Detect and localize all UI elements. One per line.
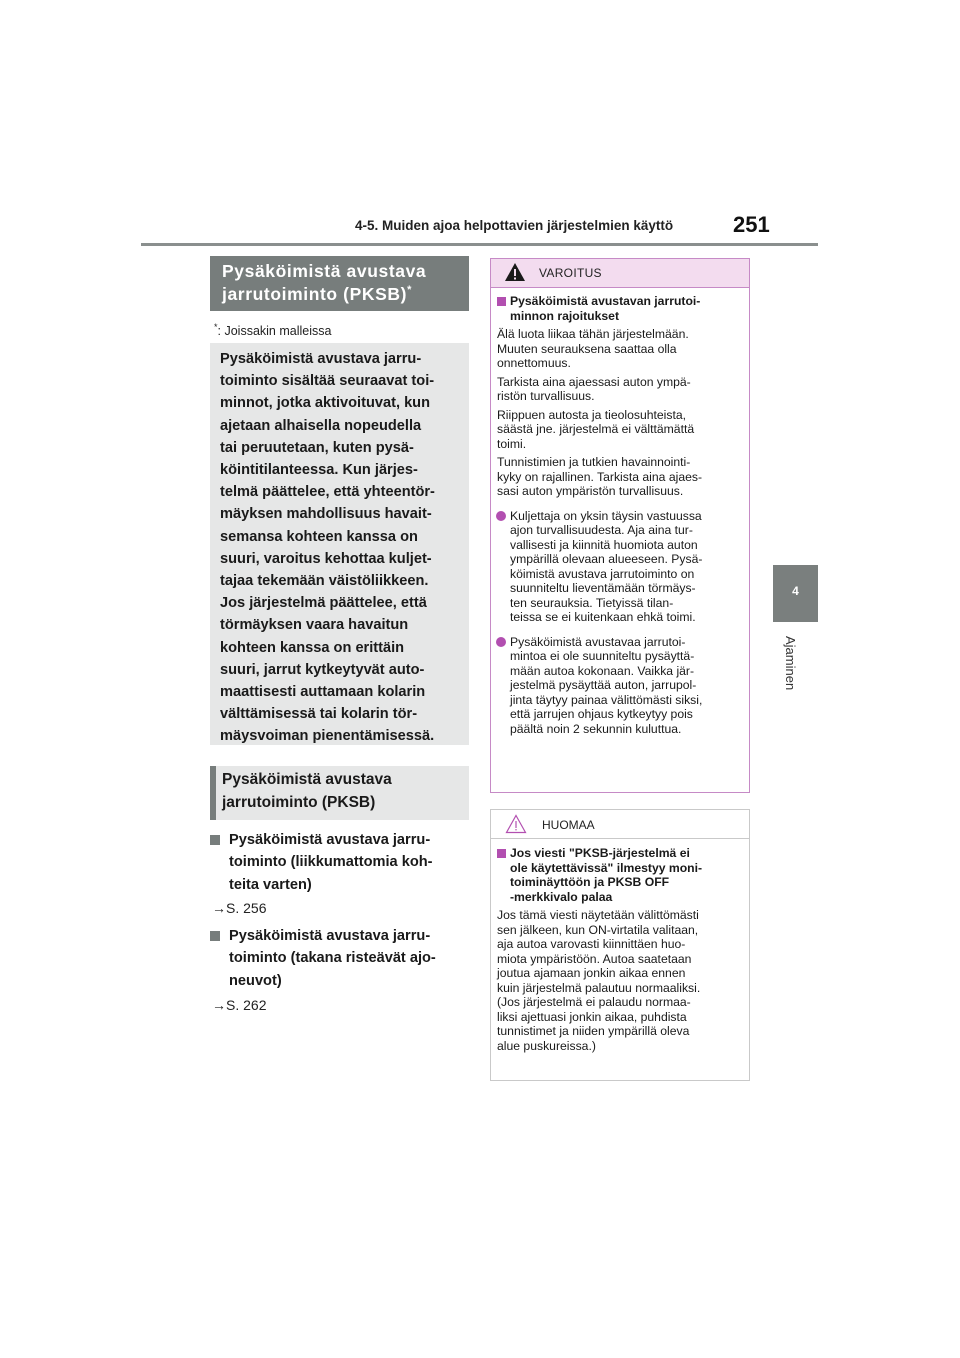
warning-text-line: Muuten seurauksena saattaa olla (497, 341, 677, 356)
warning-header (491, 259, 749, 288)
bullet-square-icon (210, 835, 220, 845)
intro-line: välttämisessä tai kolarin tör- (220, 706, 418, 723)
notice-text-line: liksi ajettuasi jonkin aikaa, puhdista (497, 1009, 687, 1024)
notice-text-line: miota ympäristöön. Autoa saatetaan (497, 951, 692, 966)
intro-line: semansa kohteen kanssa on (220, 528, 418, 545)
chapter-tab (773, 565, 818, 622)
warning-subheading-line: minnon rajoitukset (510, 308, 620, 323)
subsection-heading-line: Pysäköimistä avustava (222, 771, 392, 788)
page-number: 251 (733, 212, 770, 237)
intro-line: telmä päättelee, että yhteentör- (220, 484, 435, 501)
notice-subheading-line: -merkkivalo palaa (510, 889, 613, 904)
notice-text-line: sen jälkeen, kun ON-virtatila valitaan, (497, 922, 699, 937)
intro-line: toiminto sisältää seuraavat toi- (220, 373, 435, 390)
notice-subheading-line: ole käytettävissä" ilmestyy moni- (510, 860, 703, 875)
notice-title: HUOMAA (542, 818, 595, 832)
section-heading (210, 256, 469, 311)
notice-text-line: kuin järjestelmä palautuu normaaliksi. (497, 980, 701, 995)
warning-bullet-line: ajon turvallisuudesta. Aja aina tur- (510, 523, 693, 537)
warning-bullet-line: mintoa ei ole suunniteltu pysäyttä- (510, 649, 695, 663)
chapter-label (778, 636, 818, 716)
intro-line: köintitilanteessa. Kun järjes- (220, 462, 418, 479)
intro-line: tai peruutetaan, kuten pysä- (220, 439, 414, 456)
warning-bullet-line: että jarrujen ohjaus kytkeytyy pois (510, 707, 693, 721)
warning-bullet-line: mään autoa kokonaan. Vaikka jär- (510, 663, 695, 678)
page-reference-link[interactable]: →S. 262 (212, 997, 267, 1013)
chapter-number: 4 (792, 584, 799, 598)
section-heading-line: Pysäköimistä avustava (222, 261, 427, 281)
warning-bullet-line: päältä noin 2 sekunnin kuluttua. (510, 721, 682, 736)
notice-text-line: alue puskureissa.) (497, 1038, 596, 1053)
intro-line: maattisesti auttamaan kolarin (220, 684, 426, 701)
warning-bullet-line: Kuljettaja on yksin täysin vastuussa (510, 508, 702, 523)
section-title: 4-5. Muiden ajoa helpottavien järjestelmien käyttö (355, 218, 674, 233)
intro-line: tajaa tekemään väistöliikkeen. (220, 573, 429, 590)
notice-subheading-line: Jos viesti "PKSB-järjestelmä ei (510, 846, 690, 860)
intro-line: mäysvoiman pienentämisessä. (220, 728, 435, 745)
chapter-label-text: Ajaminen (783, 636, 798, 691)
notice-text-line: (Jos järjestelmä ei palaudu normaa- (497, 995, 691, 1009)
warning-bullet-line: Pysäköimistä avustavaa jarrutoi- (510, 634, 686, 649)
subsection-heading (210, 766, 469, 820)
warning-bullet-line: suunniteltu lieventämään törmäys- (510, 581, 696, 595)
intro-line: ajetaan alhaisella nopeudella (220, 417, 422, 434)
intro-line: mäyksen mahdollisuus havait- (220, 506, 432, 523)
intro-line: törmäyksen vaara havaitun (220, 617, 409, 634)
warning-text-line: säästä jne. järjestelmä ei välttämättä (497, 422, 695, 436)
page-reference-link[interactable]: →S. 256 (212, 900, 267, 916)
warning-triangle-icon (504, 262, 526, 282)
footnote-mark: * (407, 284, 412, 297)
footnote: *: Joissakin malleissa (214, 322, 332, 339)
warning-subheading-line: Pysäköimistä avustavan jarrutoi- (510, 294, 701, 308)
notice-text-line: aja autoa varovasti kiinnittäen huo- (497, 937, 686, 951)
caution-triangle-icon (505, 814, 527, 834)
notice-box (490, 809, 750, 1081)
intro-panel (210, 343, 469, 745)
subsection-heading-line: jarrutoiminto (PKSB) (222, 794, 376, 811)
warning-text-line: toimi. (497, 436, 527, 451)
intro-line: suuri, varoitus kehottaa kuljet- (220, 550, 432, 567)
notice-header (491, 810, 749, 839)
section-heading-line: jarrutoiminto (PKSB)* (222, 284, 412, 304)
warning-text-line: Tarkista aina ajaessasi auton ympä- (497, 374, 691, 389)
warning-text-line: kyky on rajallinen. Tarkista aina ajaes- (497, 469, 703, 484)
notice-text-line: joutua ajamaan jonkin aikaa ennen (497, 966, 686, 980)
warning-title: VAROITUS (539, 266, 602, 280)
warning-bullet-line: ten seurauksia. Tietyissä tilan- (510, 595, 674, 610)
intro-line: suuri, jarrut kytkeytyvät auto- (220, 661, 425, 678)
warning-text-line: Tunnistimien ja tutkien havainnointi- (497, 455, 691, 469)
warning-bullet-line: köimistä avustava jarrutoiminto on (510, 566, 695, 581)
warning-text-line: ristön turvallisuus. (497, 389, 595, 403)
header-divider (141, 243, 818, 246)
notice-text-line: tunnistimet ja niiden ympärillä oleva (497, 1024, 690, 1038)
intro-line: Jos järjestelmä päättelee, että (220, 595, 427, 612)
warning-text-line: onnettomuus. (497, 356, 571, 370)
notice-text-line: Jos tämä viesti näytetään välittömästi (497, 908, 699, 922)
notice-subheading-line: toiminäyttöön ja PKSB OFF (510, 875, 670, 889)
warning-bullet-line: ympärillä olevaan alueeseen. Pysä- (510, 552, 703, 566)
intro-line: Pysäköimistä avustava jarru- (220, 351, 422, 367)
warning-bullet-line: vallisesti ja kiinnitä huomiota auton (510, 537, 698, 552)
warning-bullet-line: jinta täytyy painaa välittömästi siksi, (510, 692, 703, 707)
bullet-square-icon (210, 931, 220, 941)
warning-text-line: Älä luota liikaa tähän järjestelmään. (497, 327, 689, 341)
intro-line: kohteen kanssa on erittäin (220, 639, 405, 656)
warning-bullet-line: jestelmä pysäyttää auton, jarrupol- (510, 678, 697, 692)
warning-text-line: sasi auton ympäristön turvallisuus. (497, 484, 684, 498)
warning-bullet-line: teissa se ei kuitenkaan ehkä toimi. (510, 610, 696, 624)
warning-box (490, 258, 750, 793)
warning-text-line: Riippuen autosta ja tieolosuhteista, (497, 407, 687, 422)
intro-line: minnot, jotka aktivoituvat, kun (220, 395, 431, 412)
